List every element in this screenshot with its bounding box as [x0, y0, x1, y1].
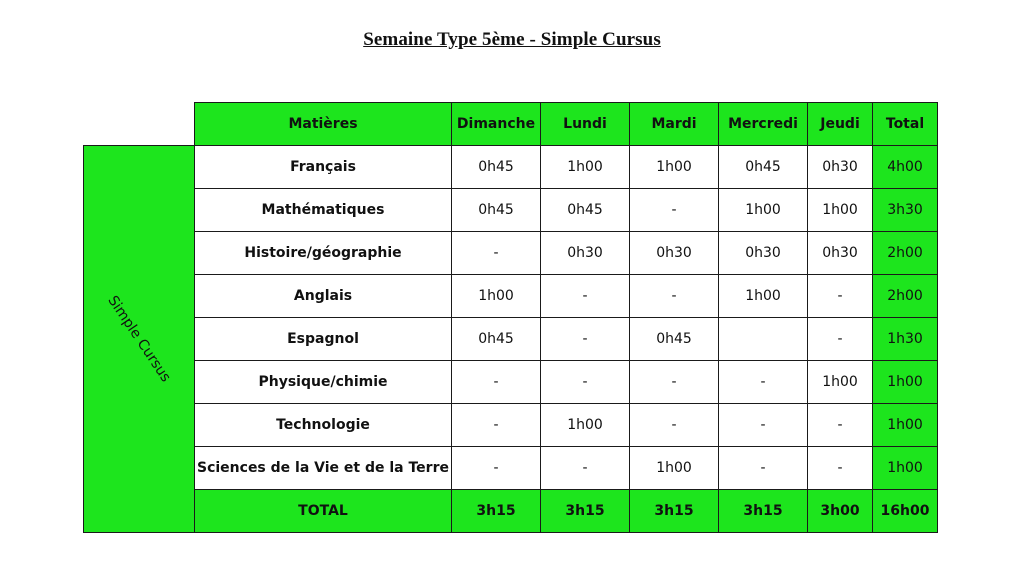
subject-cell: Technologie — [195, 404, 452, 447]
value-cell: - — [719, 361, 808, 404]
value-cell: 0h30 — [630, 232, 719, 275]
value-cell: 0h45 — [719, 146, 808, 189]
value-cell: - — [452, 361, 541, 404]
value-cell — [719, 318, 808, 361]
empty-corner-cell — [84, 103, 195, 146]
schedule-table — [83, 102, 938, 533]
value-cell: - — [630, 275, 719, 318]
value-cell: - — [541, 275, 630, 318]
total-cell: 1h00 — [873, 447, 938, 490]
total-cell: 1h00 — [873, 361, 938, 404]
value-cell: - — [541, 447, 630, 490]
side-label-cell — [84, 146, 195, 533]
value-cell: 1h00 — [808, 189, 873, 232]
grand-total-cell: 16h00 — [873, 490, 938, 533]
value-cell: 0h30 — [719, 232, 808, 275]
table-row — [84, 232, 938, 275]
value-cell: - — [452, 404, 541, 447]
header-cell: Lundi — [541, 103, 630, 146]
value-cell: 1h00 — [630, 447, 719, 490]
value-cell: - — [808, 275, 873, 318]
value-cell: - — [630, 361, 719, 404]
value-cell: 0h30 — [808, 232, 873, 275]
header-row — [84, 103, 938, 146]
value-cell: - — [808, 404, 873, 447]
value-cell: 1h00 — [452, 275, 541, 318]
subject-cell: Français — [195, 146, 452, 189]
total-cell: 2h00 — [873, 275, 938, 318]
value-cell: - — [719, 404, 808, 447]
value-cell: - — [808, 318, 873, 361]
subject-cell: Espagnol — [195, 318, 452, 361]
side-label: Simple Cursus — [104, 293, 174, 385]
table-row — [84, 404, 938, 447]
total-cell: 2h00 — [873, 232, 938, 275]
value-cell: - — [630, 404, 719, 447]
table-row — [84, 146, 938, 189]
value-cell: 1h00 — [630, 146, 719, 189]
header-cell: Mardi — [630, 103, 719, 146]
value-cell: 0h45 — [452, 189, 541, 232]
value-cell: 1h00 — [719, 189, 808, 232]
schedule-table-container — [83, 102, 938, 533]
value-cell: 0h45 — [452, 146, 541, 189]
total-cell: 4h00 — [873, 146, 938, 189]
value-cell: 1h00 — [808, 361, 873, 404]
header-cell: Total — [873, 103, 938, 146]
table-row — [84, 447, 938, 490]
header-cell: Dimanche — [452, 103, 541, 146]
table-row — [84, 318, 938, 361]
total-cell: 3h30 — [873, 189, 938, 232]
day-total-cell: 3h00 — [808, 490, 873, 533]
value-cell: 0h45 — [452, 318, 541, 361]
page-title: Semaine Type 5ème - Simple Cursus — [363, 29, 661, 50]
day-total-cell: 3h15 — [541, 490, 630, 533]
table-row — [84, 189, 938, 232]
total-label-cell: TOTAL — [195, 490, 452, 533]
value-cell: 0h45 — [541, 189, 630, 232]
value-cell: - — [452, 232, 541, 275]
value-cell: 0h45 — [630, 318, 719, 361]
value-cell: - — [630, 189, 719, 232]
total-row — [84, 490, 938, 533]
value-cell: 0h30 — [808, 146, 873, 189]
table-row — [84, 361, 938, 404]
table-row — [84, 275, 938, 318]
day-total-cell: 3h15 — [452, 490, 541, 533]
subject-cell: Anglais — [195, 275, 452, 318]
value-cell: 1h00 — [541, 404, 630, 447]
day-total-cell: 3h15 — [630, 490, 719, 533]
total-cell: 1h30 — [873, 318, 938, 361]
day-total-cell: 3h15 — [719, 490, 808, 533]
subject-cell: Histoire/géographie — [195, 232, 452, 275]
total-cell: 1h00 — [873, 404, 938, 447]
value-cell: 1h00 — [541, 146, 630, 189]
value-cell: - — [452, 447, 541, 490]
value-cell: - — [808, 447, 873, 490]
header-cell: Mercredi — [719, 103, 808, 146]
subject-cell: Mathématiques — [195, 189, 452, 232]
subject-cell: Physique/chimie — [195, 361, 452, 404]
header-cell: Jeudi — [808, 103, 873, 146]
value-cell: - — [541, 318, 630, 361]
subject-cell: Sciences de la Vie et de la Terre — [195, 447, 452, 490]
value-cell: - — [541, 361, 630, 404]
value-cell: 0h30 — [541, 232, 630, 275]
value-cell: 1h00 — [719, 275, 808, 318]
value-cell: - — [719, 447, 808, 490]
header-cell: Matières — [195, 103, 452, 146]
